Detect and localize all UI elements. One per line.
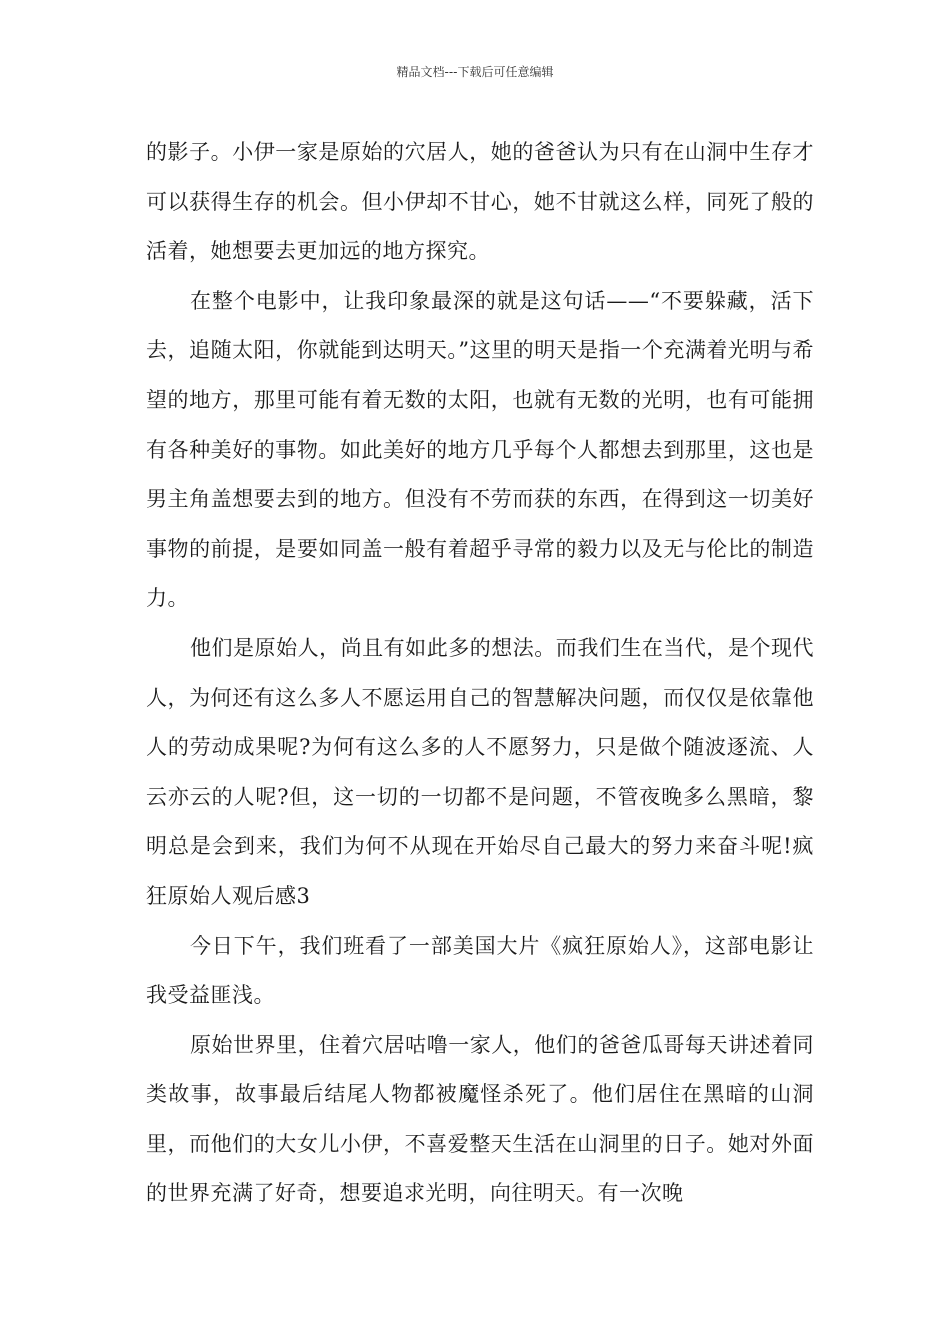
paragraph-2: 在整个电影中，让我印象最深的就是这句话——“不要躲藏，活下去，追随太阳，你就能到达明天。”这里的明天是指一个充满着光明与希望的地方，那里可能有着无数的太阳，也就有无数的光明，也有可能拥有各种美好的事物。如此美好的地方几乎每个人都想去到那里，这也是男主角盖想要去到的地方。但没有不劳而获的东西，在得到这一切美好事物的前提，是要如同盖一般有着超乎寻常的毅力以及无与伦比的制造力。: [146, 288, 814, 611]
document-body: [146, 128, 814, 1219]
paragraph-4: 今日下午，我们班看了一部美国大片《疯狂原始人》，这部电影让我受益匪浅。: [146, 933, 814, 1008]
paragraph-1: 的影子。小伊一家是原始的穴居人，她的爸爸认为只有在山洞中生存才可以获得生存的机会。但小伊却不甘心，她不甘就这么样，同死了般的活着，她想要去更加远的地方探究。: [146, 140, 814, 264]
page-header: 精品文档---下载后可任意编辑: [396, 65, 554, 79]
paragraph-5: 原始世界里，住着穴居咕噜一家人，他们的爸爸瓜哥每天讲述着同类故事，故事最后结尾人物都被魔怪杀死了。他们居住在黑暗的山洞里，而他们的大女儿小伊，不喜爱整天生活在山洞里的日子。她对外面的世界充满了好奇，想要追求光明，向往明天。有一次晚: [146, 1032, 814, 1206]
paragraph-3: 他们是原始人，尚且有如此多的想法。而我们生在当代，是个现代人，为何还有这么多人不愿运用自己的智慧解决问题，而仅仅是依靠他人的劳动成果呢?为何有这么多的人不愿努力，只是做个随波逐流、人云亦云的人呢?但，这一切的一切都不是问题，不管夜晚多么黑暗，黎明总是会到来，我们为何不从现在开始尽自己最大的努力来奋斗呢!疯狂原始人观后感3: [146, 635, 814, 908]
